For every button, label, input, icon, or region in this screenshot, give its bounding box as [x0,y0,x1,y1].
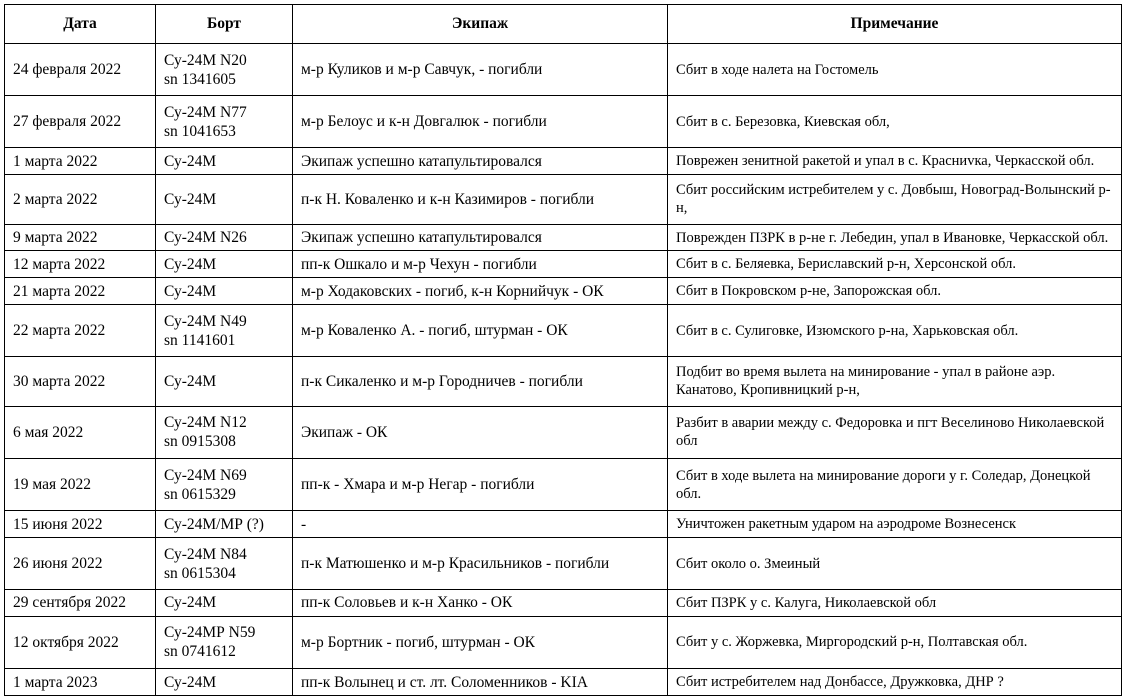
cell-note: Сбит ПЗРК у с. Калуга, Николаевской обл [668,590,1122,617]
table-row [5,148,1122,175]
board-name: Су-24М [164,282,217,300]
table-row [5,458,1122,510]
cell-crew: п-к Н. Коваленко и к-н Казимиров - погибли [293,175,668,225]
board-name: Су-24М [164,372,217,390]
board-name: Су-24М N49 [164,312,247,330]
cell-board [156,406,293,458]
cell-date: 27 февраля 2022 [5,96,156,148]
board-name: Су-24М N20 [164,51,247,69]
table-row [5,251,1122,278]
board-name: Су-24МР N59 [164,624,256,642]
cell-date: 12 октября 2022 [5,616,156,668]
cell-crew: м-р Коваленко А. - погиб, штурман - ОК [293,305,668,357]
header-note: Примечание [668,5,1122,44]
table-row [5,669,1122,696]
cell-date: 1 марта 2023 [5,669,156,696]
board-name: Су-24М/МР (?) [164,515,264,533]
cell-note: Сбит около о. Змеиный [668,537,1122,589]
cell-date: 15 июня 2022 [5,511,156,538]
serial-number: sn 0741612 [164,643,236,661]
cell-date: 19 мая 2022 [5,458,156,510]
table-row [5,511,1122,538]
cell-note: Разбит в аварии между с. Федоровка и пгт Веселиново Николаевской обл [668,406,1122,458]
cell-crew: - [293,511,668,538]
cell-crew: пп-к Волынец и ст. лт. Соломенников - KIA [293,669,668,696]
cell-note: Сбит в Покровском р-не, Запорожская обл. [668,278,1122,305]
cell-board [156,590,293,617]
cell-board [156,537,293,589]
cell-note: Сбит российским истребителем у с. Довбыш, Новоград-Волынский р-н, [668,175,1122,225]
cell-crew: пп-к Соловьев и к-н Ханко - ОК [293,590,668,617]
board-name: Су-24М N77 [164,103,247,121]
cell-date: 22 марта 2022 [5,305,156,357]
cell-crew: пп-к - Хмара и м-р Негар - погибли [293,458,668,510]
cell-date: 1 марта 2022 [5,148,156,175]
cell-date: 29 сентября 2022 [5,590,156,617]
cell-note: Сбит в с. Беляевка, Бериславский р-н, Херсонской обл. [668,251,1122,278]
board-name: Су-24М N69 [164,466,247,484]
cell-crew: Экипаж успешно катапультировался [293,148,668,175]
cell-note: Уничтожен ракетным ударом на аэродроме Вознесенск [668,511,1122,538]
cell-note: Сбит в ходе вылета на минирование дороги у г. Соледар, Донецкой обл. [668,458,1122,510]
serial-number: sn 0615304 [164,564,236,582]
header-board: Борт [156,5,293,44]
cell-crew: пп-к Ошкало и м-р Чехун - погибли [293,251,668,278]
cell-board [156,616,293,668]
cell-note: Подбит во время вылета на минирование - упал в районе аэр. Канатово, Кропивницкий р-н, [668,357,1122,407]
cell-note: Сбит истребителем над Донбассе, Дружковка, ДНР ? [668,669,1122,696]
board-name: Су-24М [164,594,217,612]
table-row [5,175,1122,225]
cell-date: 24 февраля 2022 [5,44,156,96]
board-name: Су-24М [164,190,217,208]
table-row [5,96,1122,148]
cell-note: Поврежен зенитной ракетой и упал в с. Красниvка, Черкасской обл. [668,148,1122,175]
cell-board [156,458,293,510]
serial-number: sn 1341605 [164,70,236,88]
cell-board [156,175,293,225]
serial-number: sn 0915308 [164,433,236,451]
cell-note: Сбит в ходе налета на Гостомель [668,44,1122,96]
serial-number: sn 1141601 [164,331,236,349]
board-name: Су-24М [164,673,217,691]
table-row [5,305,1122,357]
serial-number: sn 1041653 [164,122,236,140]
cell-board [156,224,293,251]
table-row [5,616,1122,668]
cell-crew: п-к Сикаленко и м-р Городничев - погибли [293,357,668,407]
cell-board [156,96,293,148]
cell-crew: м-р Ходаковских - погиб, к-н Корнийчук - ОК [293,278,668,305]
board-name: Су-24М N26 [164,229,247,247]
cell-crew: Экипаж успешно катапультировался [293,224,668,251]
cell-crew: п-к Матюшенко и м-р Красильников - погибли [293,537,668,589]
cell-crew: м-р Куликов и м-р Савчук, - погибли [293,44,668,96]
header-date: Дата [5,5,156,44]
cell-board [156,251,293,278]
cell-crew: м-р Бортник - погиб, штурман - ОК [293,616,668,668]
cell-board [156,357,293,407]
serial-number: sn 0615329 [164,485,236,503]
cell-date: 2 марта 2022 [5,175,156,225]
cell-note: Сбит в с. Березовка, Киевская обл, [668,96,1122,148]
table-row [5,44,1122,96]
cell-date: 6 мая 2022 [5,406,156,458]
board-name: Су-24М N84 [164,545,247,563]
table-row [5,224,1122,251]
table-row [5,590,1122,617]
cell-crew: м-р Белоус и к-н Довгалюк - погибли [293,96,668,148]
table-row [5,357,1122,407]
cell-date: 12 марта 2022 [5,251,156,278]
losses-table [4,4,1122,696]
cell-date: 26 июня 2022 [5,537,156,589]
header-row [5,5,1122,44]
board-name: Су-24М N12 [164,414,247,432]
cell-date: 9 марта 2022 [5,224,156,251]
cell-note: Поврежден ПЗРК в р-не г. Лебедин, упал в Ивановке, Черкасской обл. [668,224,1122,251]
cell-board [156,511,293,538]
cell-date: 30 марта 2022 [5,357,156,407]
table-row [5,537,1122,589]
cell-crew: Экипаж - ОК [293,406,668,458]
cell-board [156,44,293,96]
table-row [5,406,1122,458]
cell-board [156,669,293,696]
board-name: Су-24М [164,255,217,273]
cell-board [156,305,293,357]
cell-note: Сбит в с. Сулиговке, Изюмского р-на, Харьковская обл. [668,305,1122,357]
board-name: Су-24М [164,152,217,170]
header-crew: Экипаж [293,5,668,44]
table-row [5,278,1122,305]
cell-note: Сбит у с. Жоржевка, Миргородский р-н, Полтавская обл. [668,616,1122,668]
cell-board [156,278,293,305]
cell-board [156,148,293,175]
cell-date: 21 марта 2022 [5,278,156,305]
